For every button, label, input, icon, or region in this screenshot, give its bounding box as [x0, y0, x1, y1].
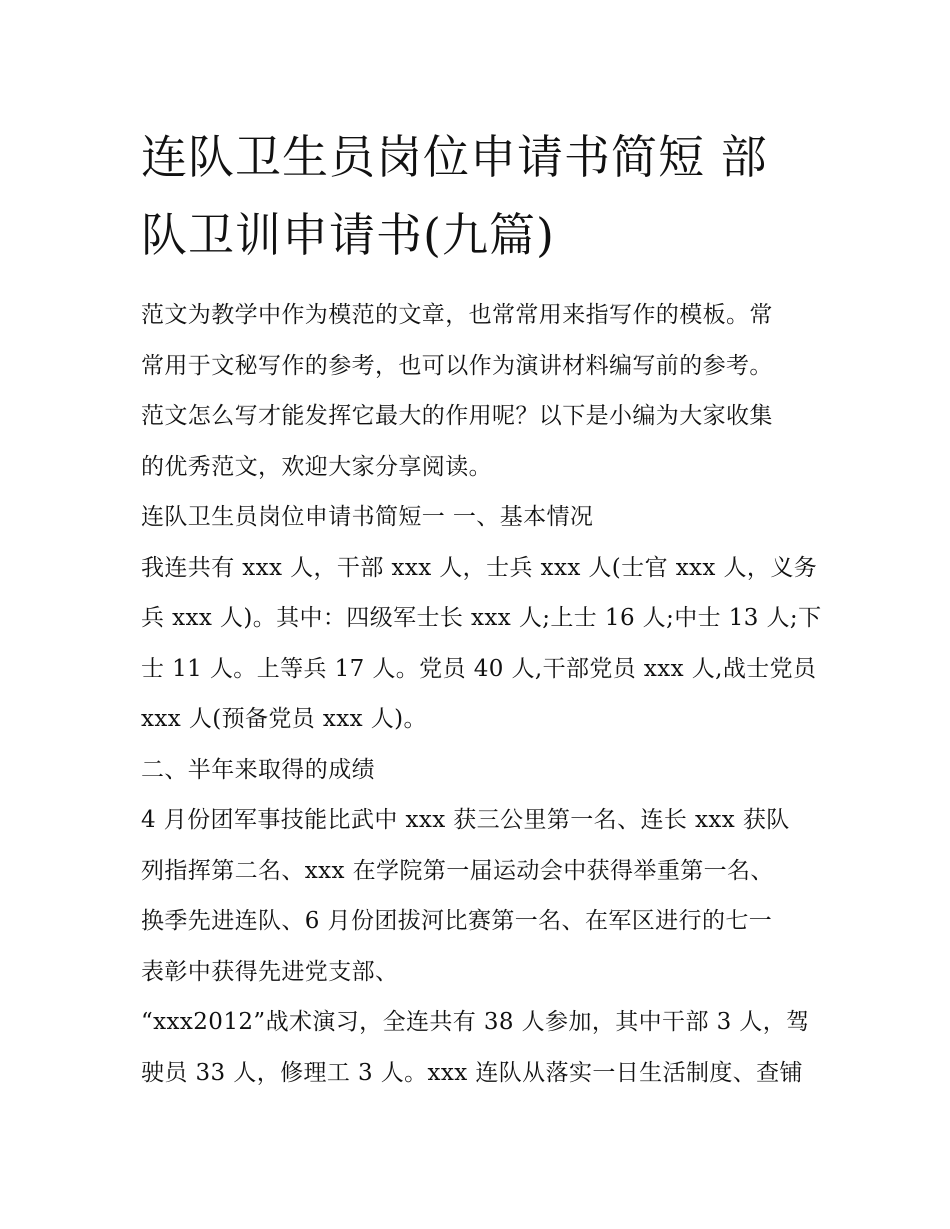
text-line: 列指挥第二名、xxx 在学院第一届运动会中获得举重第一名、: [141, 857, 774, 884]
text-line: 换季先进连队、6 月份团拔河比赛第一名、在军区进行的七一: [141, 908, 773, 934]
text-line: 二、半年来取得的成绩: [141, 756, 375, 783]
text-line: 连队卫生员岗位申请书简短一 一、基本情况: [141, 504, 594, 530]
text-line: xxx 人(预备党员 xxx 人)。: [141, 706, 427, 732]
achievements-paragraph: [141, 795, 813, 997]
text-line: 的优秀范文，欢迎大家分享阅读。: [141, 453, 492, 480]
text-line: 我连共有 xxx 人，干部 xxx 人，士兵 xxx 人(士官 xxx 人，义务: [141, 554, 818, 581]
exercise-paragraph: [141, 997, 813, 1098]
section-heading-basic-info: [141, 492, 813, 543]
text-line: 兵 xxx 人)。其中：四级军士长 xxx 人;上士 16 人;中士 13 人;下: [141, 605, 822, 631]
document-title: [141, 118, 813, 274]
title-line: 队卫训申请书(九篇): [141, 208, 555, 262]
text-line: 常用于文秘写作的参考，也可以作为演讲材料编写前的参考。: [141, 352, 773, 379]
text-line: 4 月份团军事技能比武中 xxx 获三公里第一名、连长 xxx 获队: [141, 807, 790, 833]
text-line: 士 11 人。上等兵 17 人。党员 40 人,干部党员 xxx 人,战士党员: [141, 655, 817, 682]
title-line: 连队卫生员岗位申请书简短 部: [141, 130, 768, 184]
text-line: 驶员 33 人，修理工 3 人。xxx 连队从落实一日生活制度、查铺: [141, 1059, 803, 1086]
document-content: [141, 118, 822, 1098]
text-line: 表彰中获得先进党支部、: [141, 958, 399, 985]
text-line: 范文为教学中作为模范的文章，也常常用来指写作的模板。常: [141, 302, 773, 328]
text-line: 范文怎么写才能发挥它最大的作用呢？以下是小编为大家收集: [141, 403, 773, 429]
section-heading-achievements: [141, 745, 813, 796]
intro-paragraph: [141, 290, 813, 492]
basic-info-paragraph: [141, 543, 822, 745]
text-line: “xxx2012”战术演习，全连共有 38 人参加，其中干部 3 人，驾: [141, 1009, 810, 1035]
